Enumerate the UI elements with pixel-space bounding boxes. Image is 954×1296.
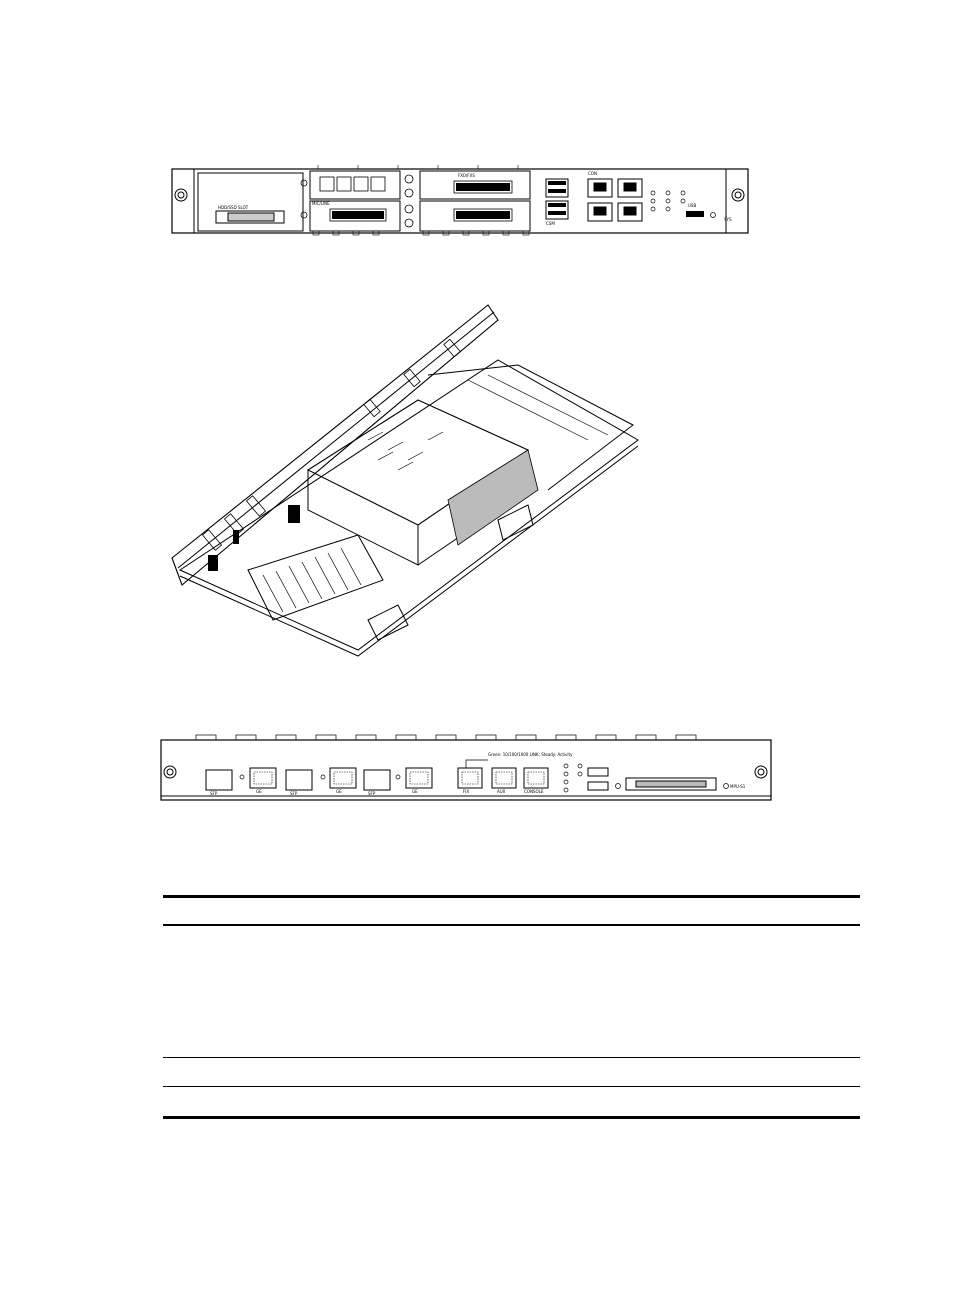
- table-row-rule-2: [163, 1086, 860, 1087]
- port-label-sfp-2: SFP: [290, 791, 298, 796]
- port-label-console: CONSOLE: [524, 789, 544, 794]
- board-isometric-figure: [168, 300, 648, 670]
- port-label-fix: FIX: [463, 789, 470, 794]
- chassis-front-panel-figure: [168, 163, 752, 243]
- right-label-sys: SYS: [724, 217, 732, 222]
- port-label-aux: AUX: [497, 789, 506, 794]
- card-label-3: CSM: [546, 221, 555, 226]
- port-label-sfp-3: SFP: [368, 791, 376, 796]
- port-label-ge-3: GE: [412, 789, 418, 794]
- port-label-ge-2: GE: [336, 789, 342, 794]
- table-row-rule-1: [163, 1057, 860, 1058]
- table-top-rule: [163, 895, 860, 898]
- port-label-ge-1: GE: [256, 789, 262, 794]
- led-legend-label: Green: 10/100/1000 LINK; Steady: Activity: [488, 752, 573, 757]
- port-label-sfp-1: SFP: [210, 791, 218, 796]
- card-label-1: MIC/LINE: [312, 201, 330, 206]
- card-label-2: FXO/FXS: [458, 173, 475, 178]
- hdd-slot-label: HDD/SSD SLOT: [218, 205, 249, 210]
- right-label-con: CON: [588, 171, 597, 176]
- right-label-usb: USB: [688, 203, 697, 208]
- card-name-label: MPU-S1: [730, 784, 746, 789]
- mpu-card-front-panel-figure: [158, 732, 778, 804]
- table-bottom-rule: [163, 1116, 860, 1119]
- table-header-rule: [163, 924, 860, 926]
